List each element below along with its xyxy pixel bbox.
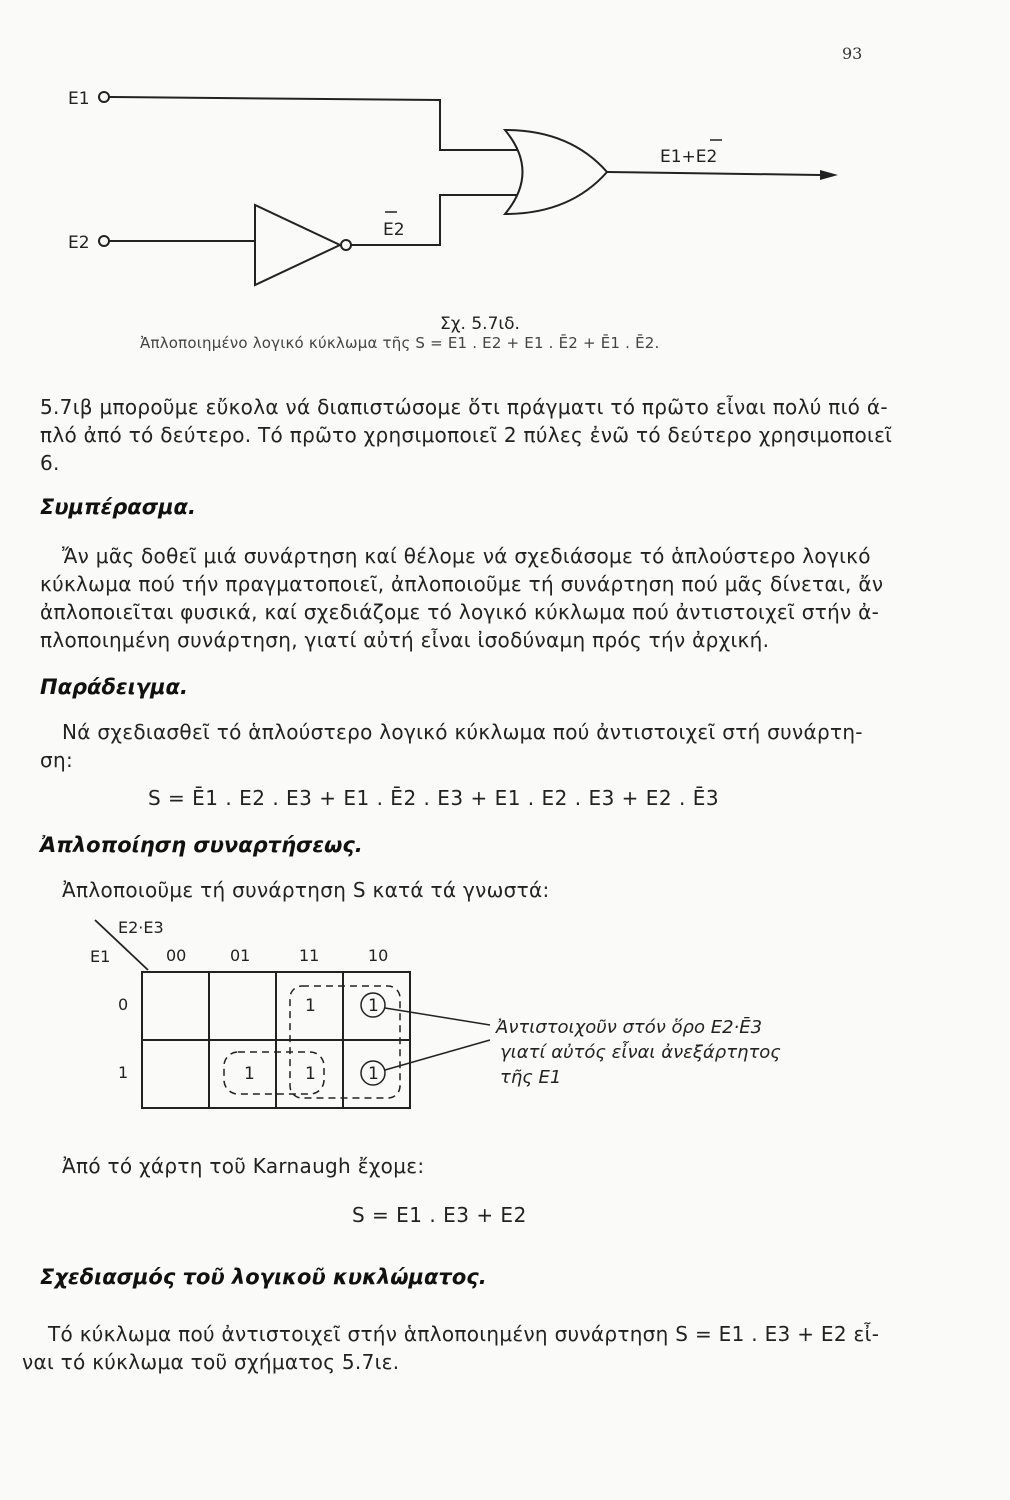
- kmap-col-header-00: 00: [166, 946, 187, 965]
- figure-caption-text: Ἀπλοποιημένο λογικό κύκλωμα τῆς S = E1 . E2 + E1 . Ē2 + Ē1 . Ē2.: [140, 334, 660, 352]
- kmap-note-line-3: τῆς E1: [500, 1067, 562, 1088]
- kmap-cell-0-11: 1: [305, 996, 316, 1016]
- paragraph-1-line-3: 6.: [40, 451, 60, 475]
- page-number: 93: [842, 44, 863, 63]
- kmap-row-variable: E1: [90, 947, 111, 966]
- input-e1-label: E1: [68, 89, 90, 109]
- kmap-cell-1-10: 1: [368, 1064, 379, 1084]
- paragraph-2-line-2: κύκλωμα πού τήν πραγματοποιεῖ, ἀπλοποιοῦμε τή συνάρτηση πού μᾶς δίνεται, ἄν: [40, 572, 884, 596]
- paragraph-5: Ἀπό τό χάρτη τοῦ Karnaugh ἔχομε:: [62, 1154, 425, 1178]
- not-output-label: E2: [383, 220, 405, 240]
- kmap-column-variable: E2·E3: [118, 918, 164, 937]
- kmap-row-header-1: 1: [118, 1063, 129, 1082]
- input-e2-terminal: [99, 236, 109, 246]
- paragraph-3-line-1: Νά σχεδιασθεῖ τό ἁπλούστερο λογικό κύκλωμα πού ἀντιστοιχεῖ στή συνάρτη-: [62, 720, 863, 744]
- kmap-note-line-1: Ἀντιστοιχοῦν στόν ὅρο E2·Ē3: [496, 1017, 763, 1038]
- result-s: S = E1 . E3 + E2: [352, 1203, 527, 1227]
- input-e2-label: E2: [68, 233, 90, 253]
- heading-simplification: Ἀπλοποίηση συναρτήσεως.: [40, 833, 363, 857]
- kmap-cell-0-10: 1: [368, 996, 379, 1016]
- not-gate: [255, 205, 340, 285]
- paragraph-3-line-2: ση:: [40, 748, 73, 772]
- function-s: S = Ē1 . E2 . E3 + E1 . Ē2 . E3 + E1 . E2 . E3 + E2 . Ē3: [148, 786, 720, 810]
- logic-circuit-figure: [0, 0, 1010, 310]
- paragraph-1-line-2: πλό ἀπό τό δεύτερο. Τό πρῶτο χρησιμοποιεῖ 2 πύλες ἐνῶ τό δεύτερο χρησιμοποιεῖ: [40, 423, 893, 447]
- heading-design: Σχεδιασμός τοῦ λογικοῦ κυκλώματος.: [40, 1265, 487, 1289]
- output-arrow: [820, 170, 838, 180]
- paragraph-2-line-1: Ἄν μᾶς δοθεῖ μιά συνάρτηση καί θέλομε νά σχεδιάσομε τό ἁπλούστερο λογικό: [62, 544, 871, 568]
- or-gate: [505, 130, 607, 214]
- paragraph-6-line-1: Τό κύκλωμα πού ἀντιστοιχεῖ στήν ἁπλοποιημένη συνάρτηση S = E1 . E3 + E2 εἶ-: [48, 1322, 880, 1346]
- or-output-label: E1+E2: [660, 147, 718, 167]
- heading-conclusion: Συμπέρασμα.: [40, 495, 196, 519]
- kmap-col-header-01: 01: [230, 946, 251, 965]
- heading-example: Παράδειγμα.: [40, 675, 188, 699]
- paragraph-2-line-4: πλοποιημένη συνάρτηση, γιατί αὐτή εἶναι ἰσοδύναμη πρός τήν ἀρχική.: [40, 628, 770, 652]
- kmap-cell-1-01: 1: [244, 1064, 255, 1084]
- paragraph-1-line-1: 5.7ιβ μποροῦμε εὔκολα νά διαπιστώσομε ὅτι πράγματι τό πρῶτο εἶναι πολύ πιό ά-: [40, 395, 888, 419]
- paragraph-6-line-2: ναι τό κύκλωμα τοῦ σχήματος 5.7ιε.: [22, 1350, 400, 1374]
- paragraph-2-line-3: ἀπλοποιεῖται φυσικά, καί σχεδιάζομε τό λογικό κύκλωμα πού ἀντιστοιχεῖ στήν ἀ-: [40, 600, 880, 624]
- kmap-col-header-10: 10: [368, 946, 389, 965]
- kmap-row-header-0: 0: [118, 995, 129, 1014]
- paragraph-4: Ἀπλοποιοῦμε τή συνάρτηση S κατά τά γνωστά:: [62, 878, 550, 902]
- not-gate-bubble: [341, 240, 351, 250]
- kmap-cell-1-11: 1: [305, 1064, 316, 1084]
- kmap-col-header-11: 11: [299, 946, 320, 965]
- figure-caption-title: Σχ. 5.7ιδ.: [440, 314, 520, 334]
- kmap-grid: [142, 972, 410, 1108]
- input-e1-terminal: [99, 92, 109, 102]
- kmap-note-line-2: γιατί αὐτός εἶναι ἀνεξάρτητος: [500, 1042, 781, 1063]
